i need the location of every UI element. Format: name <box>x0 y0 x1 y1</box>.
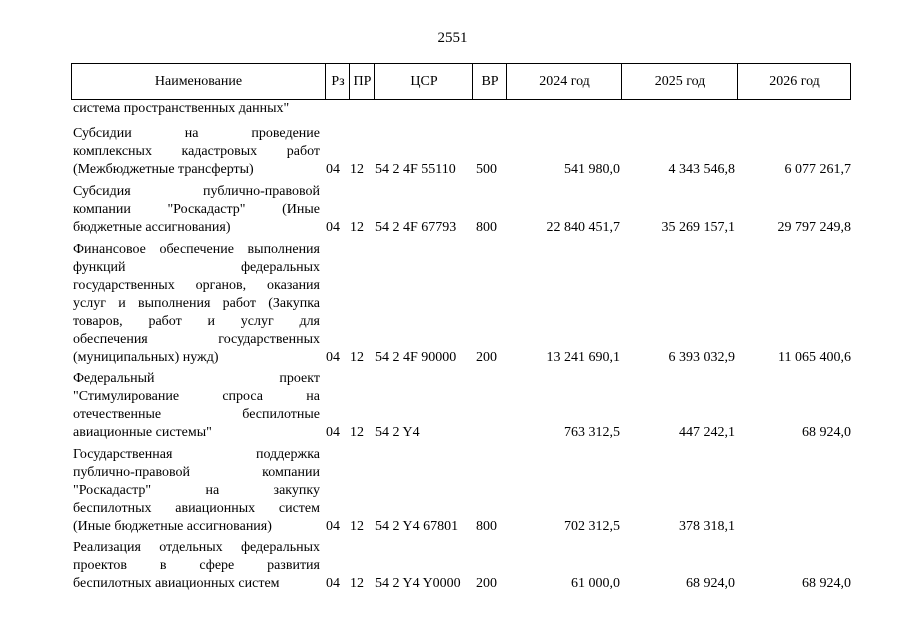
continuation-text: система пространственных данных" <box>73 101 290 116</box>
header-csr: ЦСР <box>374 64 473 99</box>
row-name-line: услуг и выполнения работ (Закупка <box>73 296 320 311</box>
cell-2024: 541 980,0 <box>564 162 620 177</box>
row-name-line: (Иные бюджетные ассигнования) <box>73 519 272 534</box>
cell-pr: 12 <box>350 350 364 365</box>
row-name <box>73 539 320 593</box>
row-name-line: авиационные системы" <box>73 425 212 440</box>
header-2024: 2024 год <box>506 64 622 99</box>
cell-csr: 54 2 Y4 67801 <box>375 519 459 534</box>
row-name-line: Государственная поддержка <box>73 447 320 462</box>
row-name-line: государственных органов, оказания <box>73 278 320 293</box>
cell-csr: 54 2 Y4 Y0000 <box>375 576 461 591</box>
row-name-line: отечественные беспилотные <box>73 407 320 422</box>
cell-2024: 13 241 690,1 <box>546 350 620 365</box>
row-name-line: функций федеральных <box>73 260 320 275</box>
row-name-line: (муниципальных) нужд) <box>73 350 219 365</box>
cell-2024: 61 000,0 <box>571 576 620 591</box>
table-header <box>71 63 851 100</box>
row-name <box>73 183 320 237</box>
cell-csr: 54 2 4F 55110 <box>375 162 456 177</box>
cell-csr: 54 2 Y4 <box>375 425 420 440</box>
header-rz: Рз <box>325 64 350 99</box>
cell-vr: 200 <box>476 576 497 591</box>
header-name: Наименование <box>154 73 243 89</box>
row-name-line: бюджетные ассигнования) <box>73 220 231 235</box>
row-name-line: беспилотных авиационных систем <box>73 576 280 591</box>
cell-2024: 22 840 451,7 <box>546 220 620 235</box>
cell-2026: 68 924,0 <box>802 576 851 591</box>
row-name <box>73 370 320 442</box>
cell-2026: 6 077 261,7 <box>784 162 851 177</box>
row-name-line: "Стимулирование спроса на <box>73 389 320 404</box>
cell-2026: 68 924,0 <box>802 425 851 440</box>
cell-vr: 200 <box>476 350 497 365</box>
cell-pr: 12 <box>350 162 364 177</box>
cell-pr: 12 <box>350 220 364 235</box>
cell-vr: 800 <box>476 519 497 534</box>
cell-rz: 04 <box>326 220 340 235</box>
cell-rz: 04 <box>326 350 340 365</box>
page-number: 2551 <box>437 30 468 46</box>
cell-rz: 04 <box>326 519 340 534</box>
cell-2025: 378 318,1 <box>679 519 735 534</box>
row-name-line: Субсидии на проведение <box>73 126 320 141</box>
row-name <box>73 241 320 367</box>
cell-rz: 04 <box>326 576 340 591</box>
cell-2026: 29 797 249,8 <box>777 220 851 235</box>
cell-2025: 35 269 157,1 <box>661 220 735 235</box>
cell-pr: 12 <box>350 425 364 440</box>
cell-2025: 4 343 546,8 <box>668 162 735 177</box>
cell-2025: 68 924,0 <box>686 576 735 591</box>
header-2025: 2025 год <box>621 64 738 99</box>
header-2026: 2026 год <box>737 64 851 99</box>
row-name-line: проектов в сфере развития <box>73 558 320 573</box>
header-vr: ВР <box>472 64 507 99</box>
row-name-line: Субсидия публично-правовой <box>73 184 320 199</box>
row-name-line: (Межбюджетные трансферты) <box>73 162 254 177</box>
row-name-line: Финансовое обеспечение выполнения <box>73 242 320 257</box>
row-name-line: Федеральный проект <box>73 371 320 386</box>
cell-rz: 04 <box>326 162 340 177</box>
row-name-line: публично-правовой компании <box>73 465 320 480</box>
cell-2025: 6 393 032,9 <box>668 350 735 365</box>
cell-2026: 11 065 400,6 <box>778 350 851 365</box>
row-name <box>73 125 320 179</box>
row-name-line: "Роскадастр" на закупку <box>73 483 320 498</box>
cell-pr: 12 <box>350 519 364 534</box>
row-name-line: товаров, работ и услуг для <box>73 314 320 329</box>
row-name-line: компании "Роскадастр" (Иные <box>73 202 320 217</box>
row-name-line: обеспечения государственных <box>73 332 320 347</box>
row-name <box>73 446 320 536</box>
cell-2025: 447 242,1 <box>679 425 735 440</box>
cell-vr: 500 <box>476 162 497 177</box>
header-pr: ПР <box>349 64 375 99</box>
cell-2024: 763 312,5 <box>564 425 620 440</box>
cell-rz: 04 <box>326 425 340 440</box>
row-name-line: беспилотных авиационных систем <box>73 501 320 516</box>
cell-vr: 800 <box>476 220 497 235</box>
cell-csr: 54 2 4F 90000 <box>375 350 457 365</box>
cell-pr: 12 <box>350 576 364 591</box>
cell-csr: 54 2 4F 67793 <box>375 220 457 235</box>
row-name-line: Реализация отдельных федеральных <box>73 540 320 555</box>
row-name-line: комплексных кадастровых работ <box>73 144 320 159</box>
cell-2024: 702 312,5 <box>564 519 620 534</box>
